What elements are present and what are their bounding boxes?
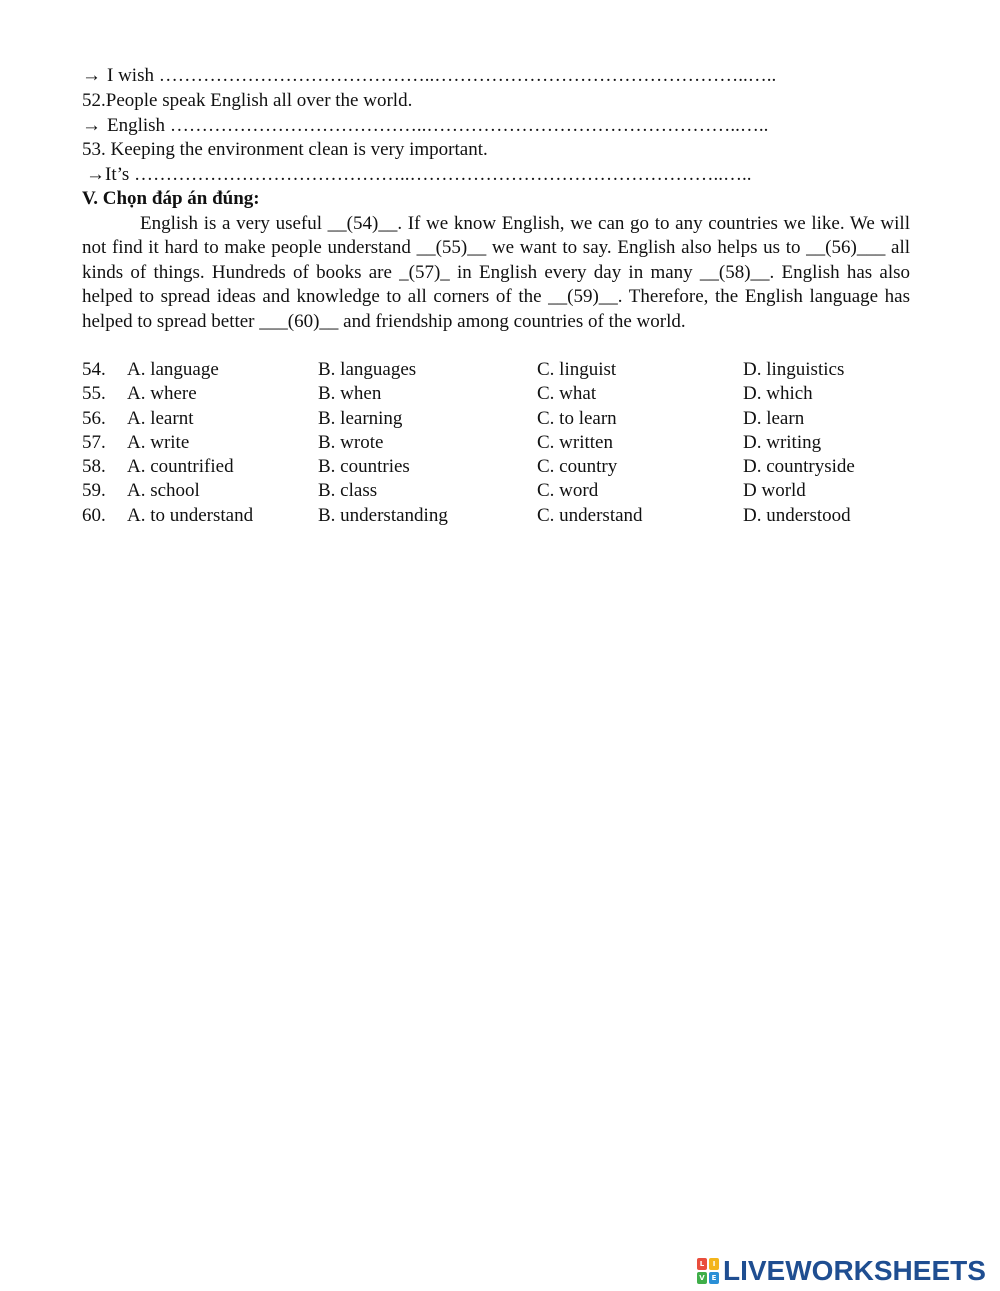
option-d[interactable]: D. understood: [743, 504, 851, 526]
option-b[interactable]: B. learning: [318, 407, 403, 429]
option-a[interactable]: A. write: [127, 431, 190, 453]
sentence-53: 53. Keeping the environment clean is very important.: [82, 139, 488, 160]
option-a[interactable]: A. countrified: [127, 456, 234, 478]
option-a[interactable]: A. learnt: [127, 407, 194, 429]
answer-line-53: [86, 163, 752, 187]
question-number: 57.: [82, 431, 106, 453]
question-row-55: [82, 382, 942, 406]
arrow-icon: →: [82, 115, 101, 136]
logo-block-e: E: [709, 1272, 719, 1284]
logo-block-i: I: [709, 1258, 719, 1270]
option-c[interactable]: C. to learn: [537, 407, 617, 429]
question-number: 58.: [82, 456, 106, 478]
arrow-icon: →: [82, 65, 101, 86]
logo-blocks-icon: [697, 1258, 719, 1284]
answer-blank[interactable]: ……………………………………..…………………………………………..…..: [134, 164, 752, 185]
logo-text: LIVEWORKSHEETS: [723, 1255, 986, 1286]
option-a[interactable]: A. school: [127, 480, 200, 502]
option-d[interactable]: D. linguistics: [743, 359, 845, 380]
reading-passage: [82, 212, 910, 334]
option-c[interactable]: C. what: [537, 383, 597, 405]
question-row-56: [82, 407, 942, 431]
question-number: 54.: [82, 359, 106, 380]
option-a[interactable]: A. where: [127, 383, 197, 405]
option-b[interactable]: B. wrote: [318, 431, 384, 453]
option-d[interactable]: D world: [743, 480, 806, 502]
option-b[interactable]: B. understanding: [318, 504, 448, 526]
question-number: 56.: [82, 407, 106, 429]
option-c[interactable]: C. country: [537, 456, 618, 478]
logo-block-l: L: [697, 1258, 707, 1270]
option-c[interactable]: C. written: [537, 431, 613, 453]
option-d[interactable]: D. countryside: [743, 456, 855, 478]
question-row-60: [82, 504, 942, 528]
answer-prompt: It’s: [105, 164, 130, 185]
question-number: 59.: [82, 480, 106, 502]
option-a[interactable]: A. to understand: [127, 504, 254, 526]
option-a[interactable]: A. language: [127, 359, 219, 380]
answer-blank[interactable]: ……………………………………..…………………………………………..…..: [158, 65, 777, 86]
option-c[interactable]: C. word: [537, 480, 599, 502]
answer-line-51: [82, 64, 776, 88]
question-number: 55.: [82, 383, 106, 405]
question-row-54: [82, 358, 942, 382]
sentence-52: 52.People speak English all over the world.: [82, 90, 413, 111]
options-table: [82, 358, 942, 528]
arrow-icon: →: [86, 164, 105, 185]
question-number: 60.: [82, 504, 106, 526]
logo-block-v: V: [697, 1272, 707, 1284]
liveworksheets-logo: [697, 1255, 986, 1287]
question-row-57: [82, 431, 942, 455]
option-d[interactable]: D. writing: [743, 431, 822, 453]
option-b[interactable]: B. languages: [318, 359, 417, 380]
option-d[interactable]: D. learn: [743, 407, 805, 429]
answer-prompt: I wish: [107, 65, 154, 86]
option-d[interactable]: D. which: [743, 383, 813, 405]
option-b[interactable]: B. when: [318, 383, 382, 405]
passage-text: English is a very useful __(54)__. If we know English, we can go to any countries we like. We will not find it hard to make people understand __(55)__ we want to say. English also helps us to __(56)___ all kinds of things. Hundreds of books are _(57)_ in English every day in many __(58)__. English has also helped to spread ideas and knowledge to all corners of the __(59)__. Therefore, the English language has helped to spread better ___(60)__ and friendship among countries of the world.: [82, 213, 910, 332]
option-c[interactable]: C. understand: [537, 504, 643, 526]
question-row-59: [82, 479, 942, 503]
section-heading: V. Chọn đáp án đúng:: [82, 188, 260, 209]
answer-prompt: English: [107, 115, 166, 136]
option-b[interactable]: B. countries: [318, 456, 410, 478]
answer-line-52: [82, 114, 768, 138]
option-c[interactable]: C. linguist: [537, 359, 617, 380]
answer-blank[interactable]: …………………………………..…………………………………………..…..: [169, 115, 769, 136]
question-row-58: [82, 455, 942, 479]
option-b[interactable]: B. class: [318, 480, 378, 502]
